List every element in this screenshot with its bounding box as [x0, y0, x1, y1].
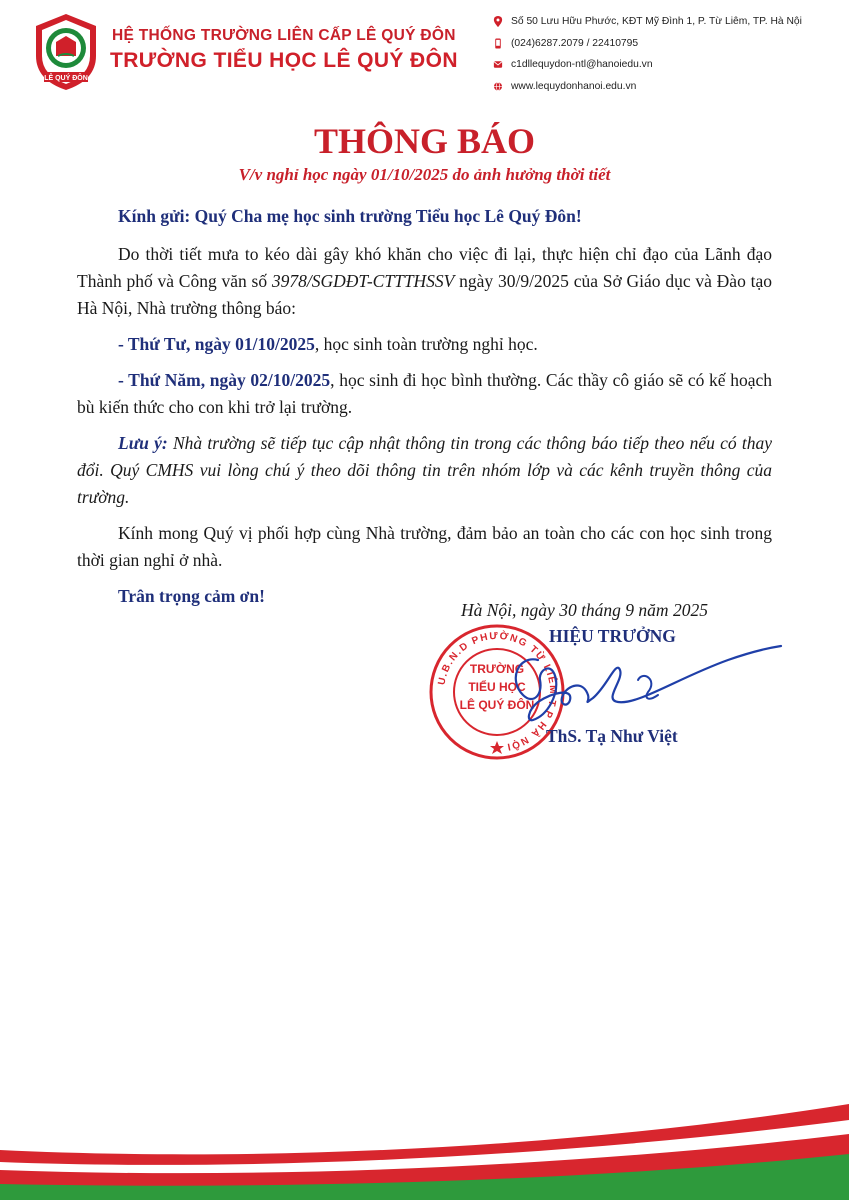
school-logo — [32, 12, 100, 92]
contact-phone — [493, 33, 802, 55]
contact-website — [493, 76, 802, 98]
note-paragraph — [77, 430, 772, 511]
paragraph-intro — [77, 241, 772, 322]
letterhead — [0, 0, 849, 100]
document-number: 3978/SGDĐT-CTTTHSSV — [271, 271, 455, 291]
note-text: Nhà trường sẽ tiếp tục cập nhật thông tin trong các thông báo tiếp theo nếu có thay đổi. Quý CMHS vui lòng chú ý theo dõi thông tin trên nhóm lớp và các kênh truyền thông của trường. — [77, 433, 772, 507]
item-thursday-date: - Thứ Năm, ngày 02/10/2025 — [118, 370, 331, 390]
stamp-line-2: TIỂU HỌC — [468, 680, 526, 694]
item-wednesday-date: - Thứ Tư, ngày 01/10/2025 — [118, 334, 315, 354]
school-system-name: HỆ THỐNG TRƯỜNG LIÊN CẤP LÊ QUÝ ĐÔN — [112, 27, 456, 44]
phone-icon — [493, 38, 503, 49]
contact-address — [493, 11, 802, 33]
location-icon — [493, 16, 503, 27]
stamp-line-3: LÊ QUÝ ĐÔN — [459, 698, 535, 712]
email-text: c1dllequydon-ntl@hanoiedu.vn — [511, 59, 653, 71]
notice-body — [77, 203, 772, 619]
address-text: Số 50 Lưu Hữu Phước, KĐT Mỹ Đình 1, P. Từ Liêm, TP. Hà Nội — [511, 16, 802, 28]
thanks-line: Trân trọng cảm ơn! — [118, 586, 265, 606]
globe-icon — [493, 81, 503, 92]
handwritten-signature — [498, 640, 783, 730]
website-text: www.lequydonhanoi.edu.vn — [511, 80, 637, 92]
notice-subtitle: V/v nghỉ học ngày 01/10/2025 do ảnh hưởng thời tiết — [238, 165, 611, 184]
intro-text-end: ngày 30/9/2025 của Sở Giáo dục và Đào tạo Hà Nội, Nhà trường thông báo: — [77, 271, 772, 318]
notice-title: THÔNG BÁO — [313, 121, 536, 161]
stamp-line-1: TRƯỜNG — [469, 662, 525, 676]
item-thursday — [77, 367, 772, 421]
note-label: Lưu ý: — [118, 433, 168, 453]
school-name: TRƯỜNG TIỂU HỌC LÊ QUÝ ĐÔN — [110, 49, 458, 72]
greeting: Kính gửi: Quý Cha mẹ học sinh trường Tiểu học Lê Quý Đôn! — [118, 206, 582, 226]
signer-name: ThS. Tạ Như Việt — [546, 726, 678, 746]
svg-text:U.B.N.D PHƯỜNG TỪ LIÊM T.P HÀ: U.B.N.D PHƯỜNG TỪ LIÊM T.P HÀ NỘI — [436, 630, 559, 753]
item-wednesday-text: , học sinh toàn trường nghỉ học. — [314, 334, 538, 354]
contact-list — [493, 11, 802, 97]
signer-position: HIỆU TRƯỞNG — [549, 626, 676, 646]
footer-decoration — [0, 1092, 849, 1200]
contact-email — [493, 54, 802, 76]
closing-paragraph: Kính mong Quý vị phối hợp cùng Nhà trường, đảm bảo an toàn cho các con học sinh trong thời gian nghỉ ở nhà. — [77, 523, 772, 570]
intro-text: Do thời tiết mưa to kéo dài gây khó khăn cho việc đi lại, thực hiện chỉ đạo của Lãnh đạo Thành phố và Công văn số — [77, 244, 772, 291]
item-wednesday — [77, 331, 772, 358]
svg-text:LÊ QUÝ ĐÔN: LÊ QUÝ ĐÔN — [44, 75, 88, 82]
item-thursday-text: , học sinh đi học bình thường. Các thầy cô giáo sẽ có kế hoạch bù kiến thức cho con khi trở lại trường. — [77, 370, 773, 417]
phone-text: (024)6287.2079 / 22410795 — [511, 37, 639, 49]
place-date: Hà Nội, ngày 30 tháng 9 năm 2025 — [461, 600, 708, 620]
email-icon — [493, 59, 503, 70]
